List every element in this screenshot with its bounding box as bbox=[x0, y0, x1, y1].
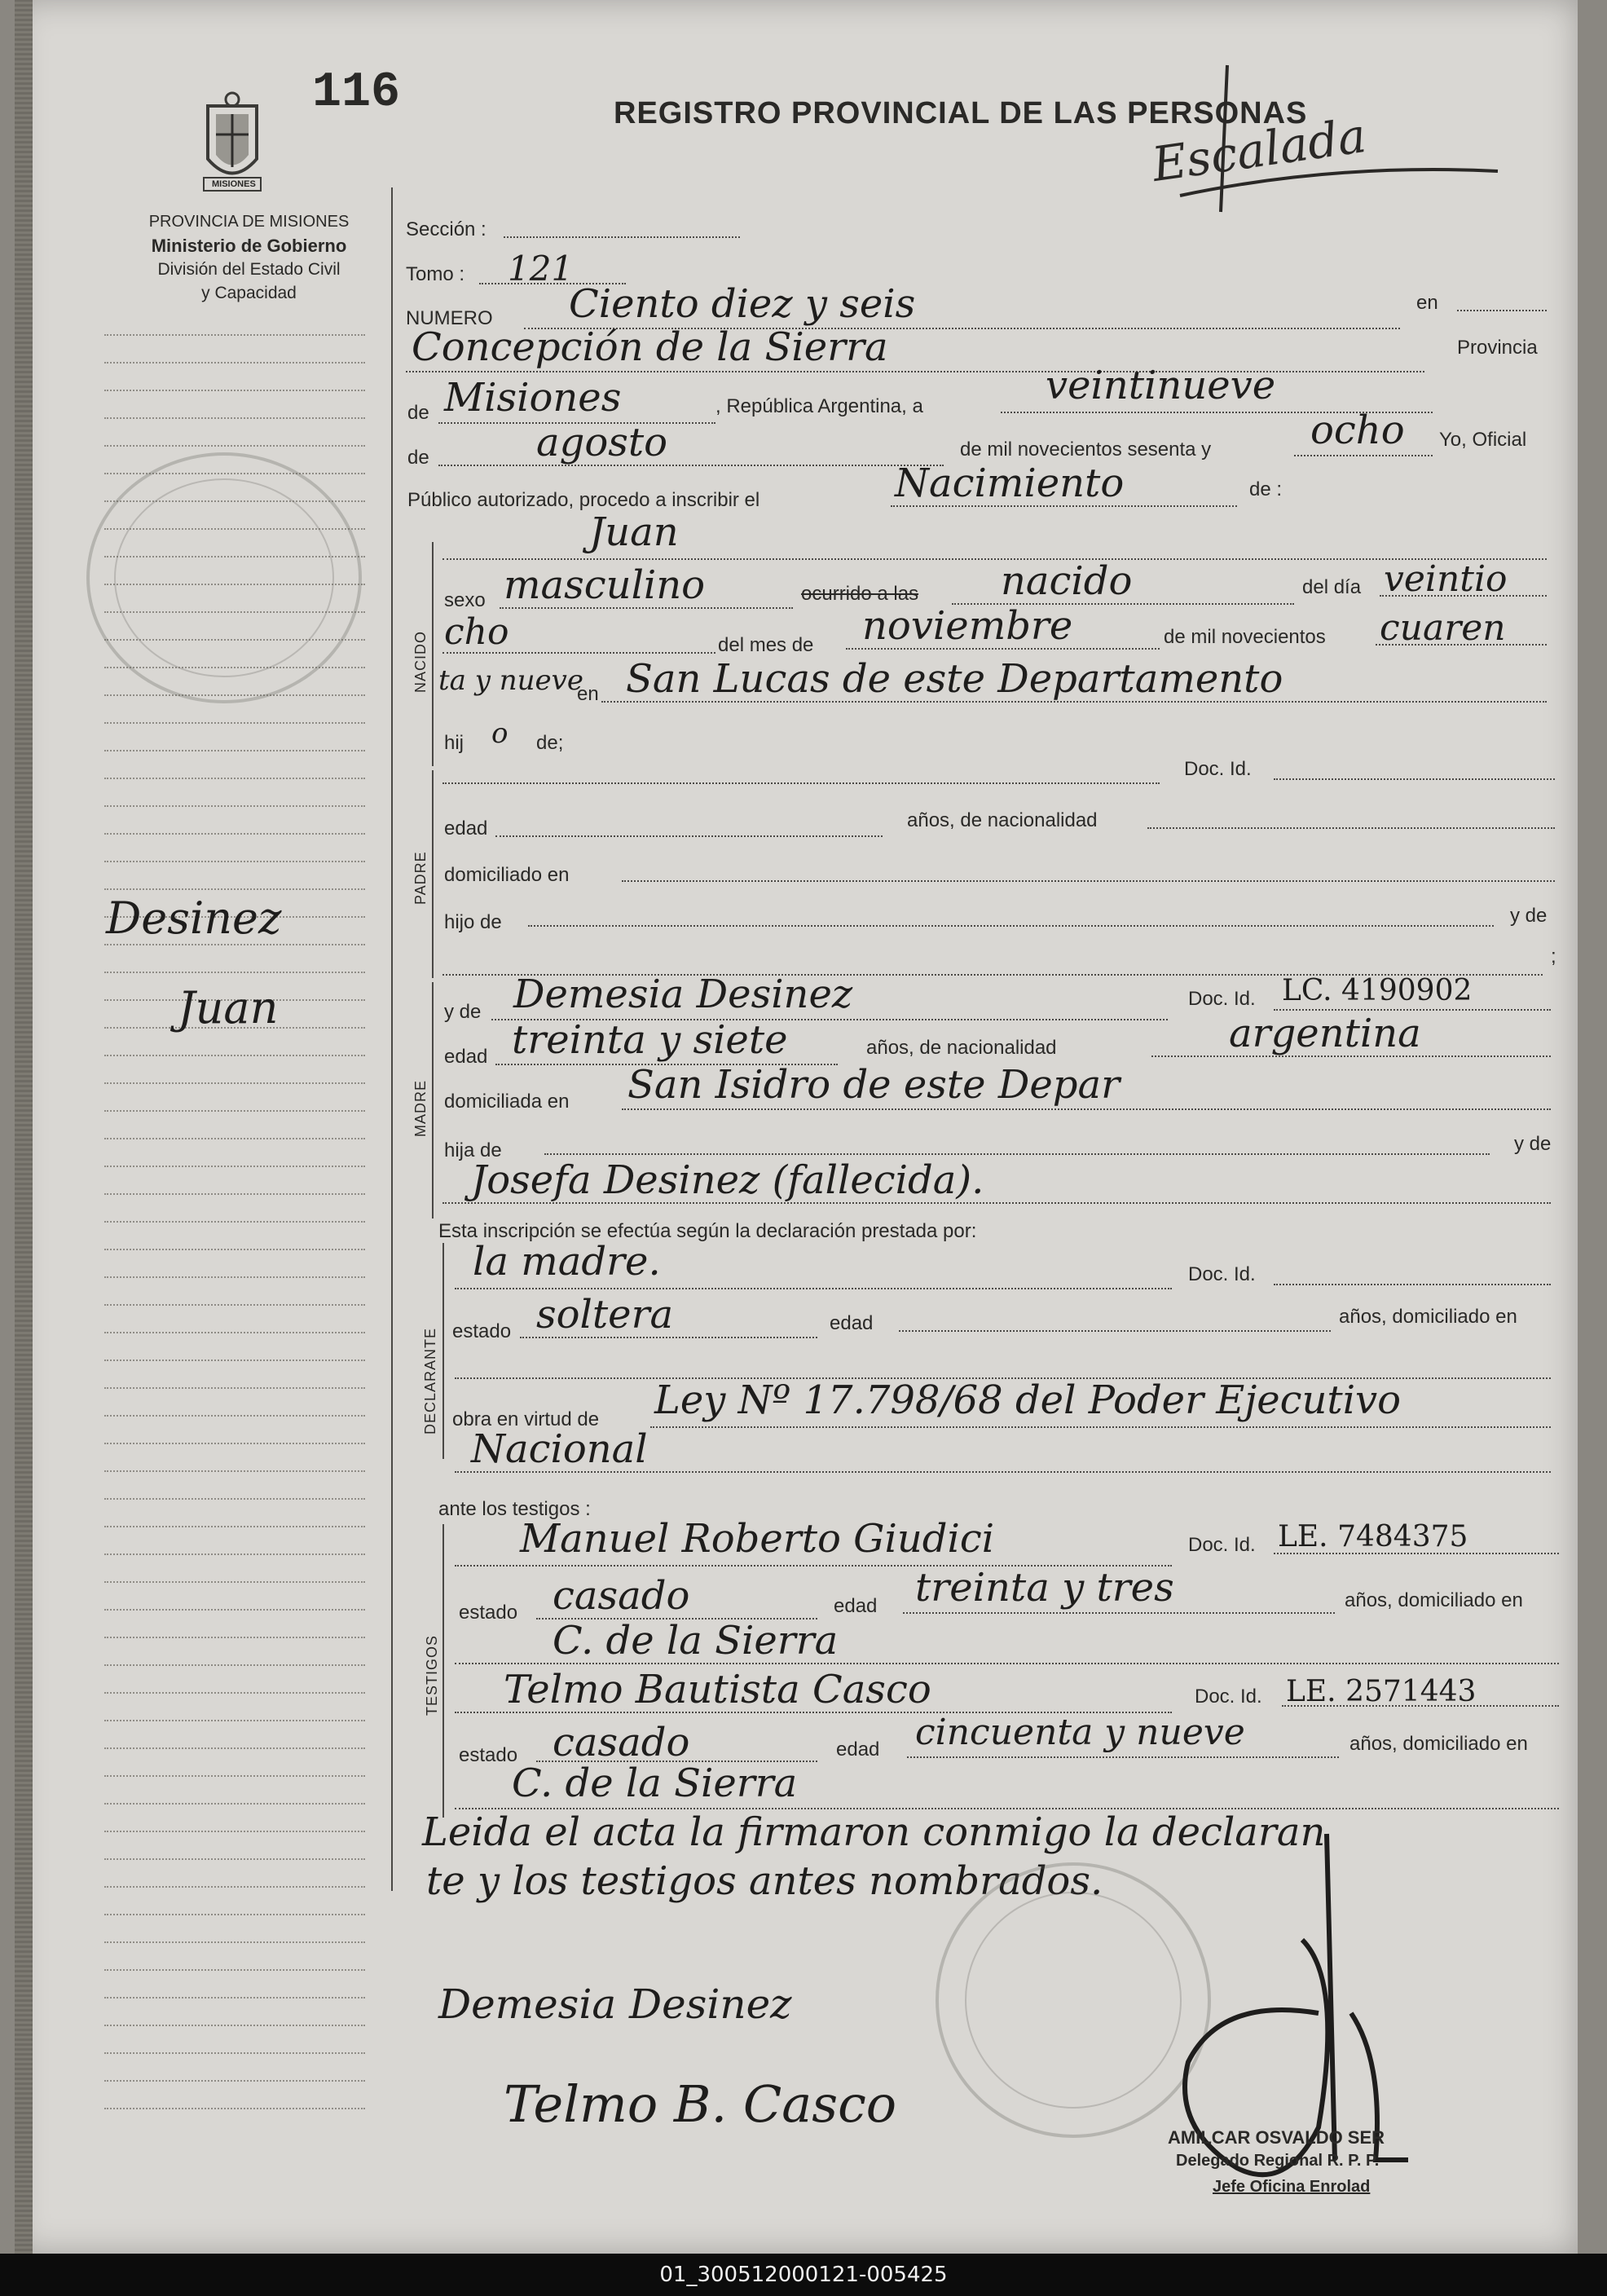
margin-rule bbox=[104, 1470, 365, 1472]
label-t1-estado: estado bbox=[459, 1602, 518, 1624]
line-padre-dom bbox=[622, 880, 1555, 882]
value-testigo1-doc: LE. 7484375 bbox=[1278, 1520, 1468, 1553]
testigos-frame bbox=[442, 1524, 444, 1818]
value-madre-edad: treinta y siete bbox=[512, 1017, 788, 1063]
margin-rule bbox=[104, 1720, 365, 1721]
label-t2-edad: edad bbox=[836, 1739, 880, 1761]
margin-rule bbox=[104, 1387, 365, 1389]
issuer-division: División del Estado Civil bbox=[157, 260, 341, 279]
value-abuela: Josefa Desinez (fallecida). bbox=[471, 1157, 984, 1203]
nacido-frame bbox=[432, 542, 434, 766]
issuer-ministry: Ministerio de Gobierno bbox=[151, 236, 347, 256]
margin-rule bbox=[104, 805, 365, 807]
label-de-semi: de; bbox=[536, 732, 564, 754]
value-dia-nac-1: veintio bbox=[1384, 558, 1508, 600]
act-number: 116 bbox=[312, 65, 401, 121]
page-title: REGISTRO PROVINCIAL DE LAS PERSONAS bbox=[614, 96, 1308, 130]
margin-rule bbox=[104, 2080, 365, 2082]
line-padre-hijo bbox=[528, 925, 1494, 927]
value-testigo1-estado: casado bbox=[553, 1573, 690, 1619]
label-obra: obra en virtud de bbox=[452, 1408, 600, 1430]
label-padre-yde: y de bbox=[1510, 905, 1548, 927]
margin-rule bbox=[104, 833, 365, 835]
margin-rule bbox=[104, 1110, 365, 1112]
filename-bar bbox=[0, 2254, 1607, 2296]
seal-label: MISIONES bbox=[212, 179, 256, 189]
label-t1-edad: edad bbox=[834, 1595, 878, 1617]
header-signature: Escalada bbox=[1148, 107, 1370, 193]
value-nacido: nacido bbox=[1001, 558, 1133, 604]
label-publico: Público autorizado, procedo a inscribir el bbox=[407, 489, 760, 511]
line-obra bbox=[650, 1426, 1551, 1428]
value-madre-dom: San Isidro de este Depar bbox=[627, 1062, 1120, 1108]
margin-rule bbox=[104, 2025, 365, 2026]
closing-line-2: te y los testigos antes nombrados. bbox=[426, 1858, 1103, 1904]
value-dia-nac-2: cho bbox=[444, 611, 509, 653]
value-numero: Ciento diez y seis bbox=[569, 281, 916, 327]
margin-name: Juan bbox=[178, 982, 279, 1033]
margin-rule bbox=[104, 445, 365, 447]
value-testigo2-dom: C. de la Sierra bbox=[512, 1761, 798, 1806]
value-acto: Nacimiento bbox=[895, 461, 1125, 506]
line-padre-edad bbox=[495, 835, 883, 837]
label-en-lugar: en bbox=[577, 683, 599, 705]
line-decl-doc bbox=[1274, 1284, 1551, 1285]
margin-rule bbox=[104, 722, 365, 724]
margin-rule bbox=[104, 1664, 365, 1666]
margin-rule bbox=[104, 1831, 365, 1832]
section-testigos: TESTIGOS bbox=[424, 1634, 440, 1716]
margin-rule bbox=[104, 417, 365, 419]
signature-testigo: Telmo B. Casco bbox=[504, 2074, 897, 2134]
label-madre-dom: domiciliada en bbox=[444, 1091, 570, 1113]
margin-rule bbox=[104, 778, 365, 779]
margin-rule bbox=[104, 1637, 365, 1638]
label-madre-edad: edad bbox=[444, 1046, 488, 1068]
value-ley-1: Ley Nº 17.798/68 del Poder Ejecutivo bbox=[654, 1377, 1402, 1423]
value-testigo2-doc: LE. 2571443 bbox=[1286, 1675, 1477, 1708]
margin-rule bbox=[104, 390, 365, 391]
coat-of-arms bbox=[187, 90, 277, 196]
section-madre: MADRE bbox=[412, 1079, 429, 1137]
label-ante: ante los testigos : bbox=[438, 1498, 591, 1520]
book-binding bbox=[15, 0, 33, 2254]
line-t1-edad bbox=[903, 1612, 1335, 1614]
value-madre-nac: argentina bbox=[1229, 1011, 1421, 1056]
margin-rule bbox=[104, 1692, 365, 1694]
margin-rule bbox=[104, 1221, 365, 1223]
margin-rule bbox=[104, 1360, 365, 1361]
margin-rule bbox=[104, 1193, 365, 1195]
line-nombre bbox=[442, 558, 1547, 560]
label-t2-doc: Doc. Id. bbox=[1195, 1686, 1262, 1708]
margin-rule bbox=[104, 861, 365, 862]
value-testigo1: Manuel Roberto Giudici bbox=[520, 1516, 995, 1562]
section-declarante: DECLARANTE bbox=[422, 1327, 438, 1434]
label-republica: , República Argentina, a bbox=[715, 395, 923, 417]
label-numero: NUMERO bbox=[406, 307, 493, 329]
document-page bbox=[15, 0, 1578, 2254]
official-role-2: Jefe Oficina Enrolad bbox=[1213, 2178, 1371, 2196]
label-decl-doc: Doc. Id. bbox=[1188, 1263, 1256, 1285]
value-testigo2: Telmo Bautista Casco bbox=[504, 1667, 931, 1712]
margin-rule bbox=[104, 1581, 365, 1583]
line-declarante bbox=[455, 1288, 1172, 1289]
line-padre-nombre bbox=[442, 782, 1160, 784]
label-de-mil-nov: de mil novecientos bbox=[1164, 626, 1326, 648]
value-decl-estado: soltera bbox=[536, 1292, 674, 1337]
value-tomo: 121 bbox=[508, 249, 574, 289]
label-de-mil: de mil novecientos sesenta y bbox=[960, 438, 1212, 461]
margin-rule bbox=[104, 1553, 365, 1555]
issuer-capacity: y Capacidad bbox=[201, 284, 297, 302]
value-hijo-suffix: o bbox=[491, 717, 509, 750]
margin-rule bbox=[104, 1609, 365, 1611]
signature-madre: Demesia Desinez bbox=[438, 1981, 792, 2028]
margin-rule bbox=[104, 1276, 365, 1278]
value-lugar: Concepción de la Sierra bbox=[412, 324, 888, 370]
label-provincia: Provincia bbox=[1457, 337, 1538, 359]
margin-rule bbox=[104, 1997, 365, 1999]
label-de-colon: de : bbox=[1249, 478, 1283, 500]
label-decl-anios: años, domiciliado en bbox=[1339, 1306, 1517, 1328]
margin-rule bbox=[104, 1415, 365, 1417]
label-madre-yde: y de bbox=[444, 1001, 482, 1023]
official-role-1: Delegado Regional R. P. P. bbox=[1176, 2152, 1380, 2170]
margin-rule bbox=[104, 1249, 365, 1250]
label-yo-oficial: Yo, Oficial bbox=[1439, 429, 1527, 451]
padre-frame bbox=[432, 770, 434, 978]
value-dia: veintinueve bbox=[1046, 363, 1276, 408]
label-del-mes: del mes de bbox=[718, 634, 814, 656]
margin-rule bbox=[104, 1914, 365, 1915]
declarante-frame bbox=[442, 1243, 444, 1459]
value-anio: ocho bbox=[1310, 408, 1405, 453]
margin-rule bbox=[104, 1055, 365, 1056]
label-madre-hija: hija de bbox=[444, 1139, 502, 1161]
label-en: en bbox=[1416, 292, 1438, 314]
margin-rule bbox=[104, 2108, 365, 2109]
value-mes-nac: noviembre bbox=[862, 603, 1073, 649]
margin-rule bbox=[104, 972, 365, 973]
line-madre-hija bbox=[544, 1153, 1490, 1155]
value-provincia: Misiones bbox=[444, 375, 622, 421]
line-mes bbox=[438, 465, 944, 466]
issuer-province: PROVINCIA DE MISIONES bbox=[148, 213, 350, 231]
line-en bbox=[1457, 310, 1547, 311]
label-decl-estado: estado bbox=[452, 1320, 512, 1342]
line-madre-dom bbox=[622, 1108, 1551, 1110]
line-padre-nac bbox=[1147, 827, 1555, 829]
filename-label: 01_300512000121-005425 bbox=[659, 2263, 948, 2287]
label-padre-hijo: hijo de bbox=[444, 911, 502, 933]
value-testigo1-edad: treinta y tres bbox=[915, 1565, 1174, 1611]
margin-rule bbox=[104, 1443, 365, 1444]
issuer-block bbox=[92, 210, 406, 305]
line-padre-doc bbox=[1274, 778, 1555, 780]
margin-surname: Desinez bbox=[106, 892, 282, 944]
margin-rule bbox=[104, 1526, 365, 1527]
margin-rule bbox=[104, 1332, 365, 1333]
margin-rule bbox=[104, 362, 365, 364]
value-testigo2-edad: cincuenta y nueve bbox=[915, 1712, 1245, 1753]
label-madre-yde2: y de bbox=[1514, 1133, 1552, 1155]
label-sexo: sexo bbox=[444, 589, 486, 611]
margin-rule bbox=[104, 1941, 365, 1943]
label-de-2: de bbox=[407, 447, 429, 469]
value-lugar-nac: San Lucas de este Departamento bbox=[626, 656, 1283, 702]
label-padre-anios: años, de nacionalidad bbox=[907, 809, 1098, 831]
margin-rule bbox=[104, 1304, 365, 1306]
value-madre-doc: LC. 4190902 bbox=[1282, 974, 1473, 1007]
margin-rule bbox=[104, 1803, 365, 1805]
margin-rule bbox=[104, 944, 365, 945]
closing-line-1: Leida el acta la firmaron conmigo la declaran bbox=[422, 1809, 1326, 1855]
label-t1-doc: Doc. Id. bbox=[1188, 1534, 1256, 1556]
margin-rule bbox=[104, 888, 365, 890]
label-t2-estado: estado bbox=[459, 1744, 518, 1766]
label-de-1: de bbox=[407, 402, 429, 424]
label-padre-doc: Doc. Id. bbox=[1184, 758, 1252, 780]
value-anio-nac-1: cuaren bbox=[1380, 607, 1506, 649]
line-decl-edad bbox=[899, 1330, 1331, 1332]
value-anio-nac-2: ta y nueve bbox=[438, 664, 584, 697]
value-nombre: Juan bbox=[589, 509, 679, 555]
margin-rule bbox=[104, 1886, 365, 1888]
margin-rule bbox=[104, 1747, 365, 1749]
madre-frame bbox=[432, 982, 434, 1219]
section-padre: PADRE bbox=[412, 851, 429, 905]
line-t2-edad bbox=[907, 1756, 1339, 1758]
left-stamp bbox=[86, 452, 362, 703]
margin-rule bbox=[104, 1969, 365, 1971]
value-mes: agosto bbox=[536, 420, 668, 465]
header-signature-stroke bbox=[1172, 49, 1514, 236]
margin-rule bbox=[104, 1775, 365, 1777]
value-testigo1-dom: C. de la Sierra bbox=[553, 1618, 839, 1664]
official-name: AMILCAR OSVALDO SER bbox=[1168, 2127, 1385, 2148]
label-esta-inscripcion: Esta inscripción se efectúa según la declaración prestada por: bbox=[438, 1220, 977, 1242]
value-madre-nombre: Demesia Desinez bbox=[513, 972, 853, 1017]
margin-rule bbox=[104, 750, 365, 751]
section-nacido: NACIDO bbox=[412, 630, 429, 693]
value-testigo2-estado: casado bbox=[553, 1720, 690, 1765]
label-ocurrido: ocurrido a las bbox=[801, 583, 919, 605]
label-padre-dom: domiciliado en bbox=[444, 864, 570, 886]
line-anio bbox=[1294, 455, 1433, 456]
margin-rule bbox=[104, 334, 365, 336]
label-t1-anios: años, domiciliado en bbox=[1345, 1589, 1523, 1611]
margin-rule bbox=[104, 1858, 365, 1860]
label-semicolon: ; bbox=[1551, 945, 1556, 967]
line-seccion bbox=[504, 236, 740, 238]
margin-rule bbox=[104, 1082, 365, 1084]
label-seccion: Sección : bbox=[406, 218, 487, 240]
label-madre-anios: años, de nacionalidad bbox=[866, 1037, 1057, 1059]
main-frame-line bbox=[391, 187, 393, 1891]
margin-rule bbox=[104, 1166, 365, 1167]
label-decl-edad: edad bbox=[830, 1312, 874, 1334]
label-tomo: Tomo : bbox=[406, 263, 465, 285]
value-ley-2: Nacional bbox=[471, 1426, 648, 1472]
margin-rule bbox=[104, 1498, 365, 1500]
label-hij: hij bbox=[444, 732, 464, 754]
margin-rule bbox=[104, 2052, 365, 2054]
label-t2-anios: años, domiciliado en bbox=[1349, 1733, 1528, 1755]
label-padre-edad: edad bbox=[444, 817, 488, 840]
label-del-dia: del día bbox=[1302, 576, 1362, 598]
value-declarante: la madre. bbox=[473, 1239, 661, 1285]
margin-rule bbox=[104, 1138, 365, 1139]
label-madre-doc: Doc. Id. bbox=[1188, 988, 1256, 1010]
value-sexo: masculino bbox=[504, 562, 706, 608]
